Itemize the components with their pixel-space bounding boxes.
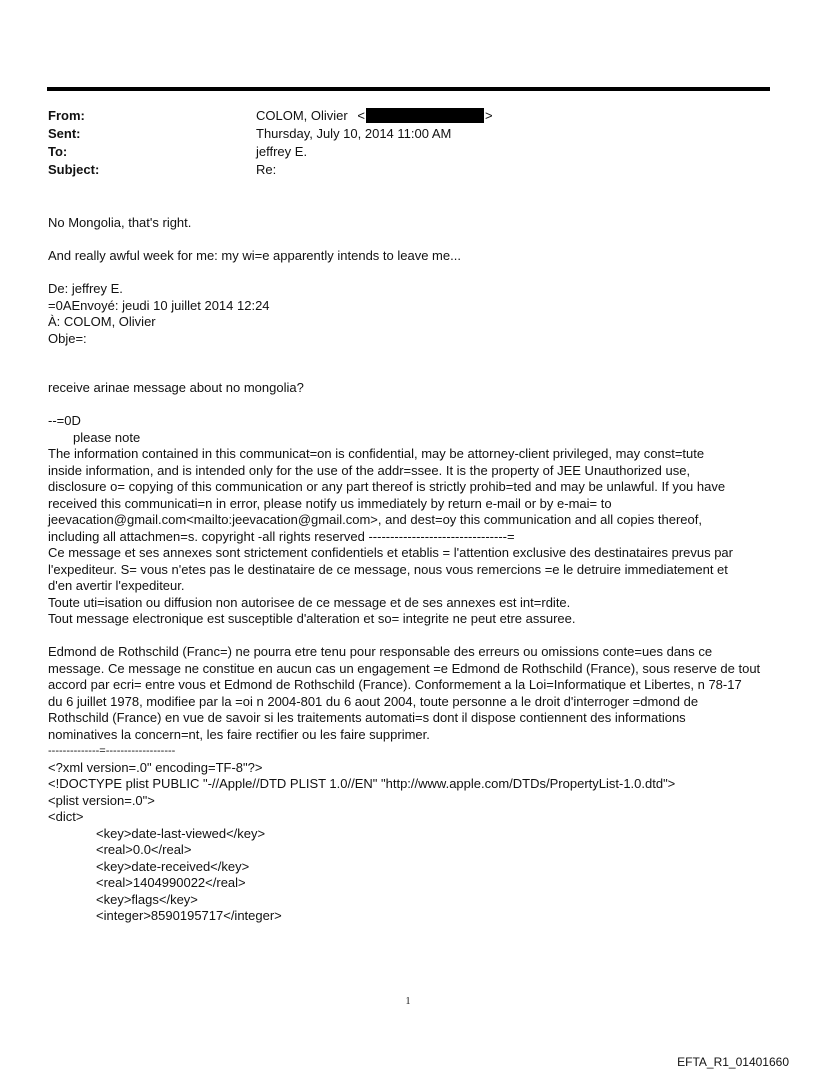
page-number: 1: [405, 996, 411, 1007]
signature-separator: --=0D: [48, 413, 81, 428]
quote-from: De: jeffrey E.: [48, 281, 123, 296]
xml-line: <?xml version=.0" encoding=TF-8"?>: [48, 759, 263, 775]
xml-line: <key>flags</key>: [96, 891, 198, 907]
disclaimer-line: l'expediteur. S= vous n'etes pas le destinataire de ce message, nous vous remercions =e le detruire immediatement et: [48, 561, 728, 577]
quote-sent: =0AEnvoyé: jeudi 10 juillet 2014 12:24: [48, 297, 270, 313]
disclaimer-line: Edmond de Rothschild (Franc=) ne pourra etre tenu pour responsable des erreurs ou omissions conte=ues dans ce: [48, 644, 713, 659]
xml-line: <real>0.0</real>: [96, 842, 192, 857]
body-line: And really awful week for me: my wi=e apparently intends to leave me...: [48, 248, 461, 263]
disclaimer-line: du 6 juillet 1978, modifiee par la =oi n 2004-801 du 6 aout 2004, toute personne a le droit d'interroger =dmond de: [48, 693, 699, 709]
quote-to: À: COLOM, Olivier: [48, 314, 156, 329]
disclaimer-line: message. Ce message ne constitue en aucun cas un engagement =e Edmond de Rothschild (France), sous reserve de tout: [48, 660, 761, 676]
disclaimer-line: accord par ecri= entre vous et Edmond de Rothschild (France). Conformement a la Loi=Informatique et Libertes, n 78-17: [48, 677, 742, 692]
disclaimer-line: received this communicati=n in error, please notify us immediately by return e-mail or by e-mai= to: [48, 495, 612, 511]
disclaimer-line: d'en avertir l'expediteur.: [48, 578, 185, 593]
separator-line: --------------=-------------------: [48, 745, 176, 757]
subject-value: Re:: [256, 162, 277, 177]
from-label: From:: [48, 108, 85, 123]
quote-message: receive arinae message about no mongolia?: [48, 380, 304, 395]
xml-line: <plist version=.0">: [48, 792, 155, 808]
disclaimer-line: jeevacation@gmail.com<mailto:jeevacation@gmail.com>, and dest=oy this communication and all copies thereof,: [48, 512, 702, 527]
sent-value: Thursday, July 10, 2014 11:00 AM: [256, 126, 452, 141]
body-line: No Mongolia, that's right.: [48, 215, 192, 230]
disclaimer-line: nominatives la concern=nt, les faire rectifier ou les faire supprimer.: [48, 726, 430, 742]
subject-label: Subject:: [48, 162, 100, 177]
disclaimer-line: inside information, and is intended only for the use of the addr=ssee. It is the property of JEE Unauthorized use,: [48, 462, 691, 478]
xml-line: <key>date-last-viewed</key>: [96, 825, 266, 841]
disclaimer-line: Tout message electronique est susceptible d'alteration et so= integrite ne peut etre assuree.: [48, 611, 576, 626]
disclaimer-line: disclosure o= copying of this communication or any part thereof is strictly prohib=ted and may be unlawful. If you have: [48, 479, 726, 494]
xml-line: <real>1404990022</real>: [96, 875, 246, 890]
from-name: COLOM, Olivier: [256, 108, 348, 123]
please-note: please note: [73, 429, 141, 445]
email-body: [48, 215, 778, 925]
from-value: [256, 107, 493, 125]
xml-line: <dict>: [48, 809, 84, 824]
sent-label: Sent:: [48, 126, 81, 141]
quote-subject: Obje=:: [48, 330, 87, 346]
to-value: jeffrey E.: [256, 144, 308, 159]
xml-line: <integer>8590195717</integer>: [96, 908, 282, 923]
xml-line: <key>date-received</key>: [96, 858, 250, 874]
disclaimer-line: Toute uti=isation ou diffusion non autorisee de ce message et de ses annexes est int=rdite.: [48, 594, 571, 610]
disclaimer-line: including all attachmen=s. copyright -all rights reserved --------------------------------=: [48, 528, 515, 544]
document-id: EFTA_R1_01401660: [677, 1055, 789, 1069]
from-open-bracket: <: [357, 108, 365, 123]
from-close-bracket: >: [484, 108, 493, 123]
redaction-box: [366, 108, 484, 123]
to-label: To:: [48, 144, 68, 159]
header-rule: [47, 87, 770, 91]
disclaimer-line: Rothschild (France) en vue de savoir si les traitements automati=s dont il dispose contiennent des informations: [48, 710, 686, 725]
disclaimer-line: Ce message et ses annexes sont strictement confidentiels et etablis = l'attention exclusive des destinataires prevus par: [48, 545, 733, 560]
disclaimer-line: The information contained in this communicat=on is confidential, may be attorney-client privileged, may const=tute: [48, 446, 705, 461]
xml-line: <!DOCTYPE plist PUBLIC "-//Apple//DTD PLIST 1.0//EN" "http://www.apple.com/DTDs/PropertyList-1.0.dtd">: [48, 776, 676, 791]
